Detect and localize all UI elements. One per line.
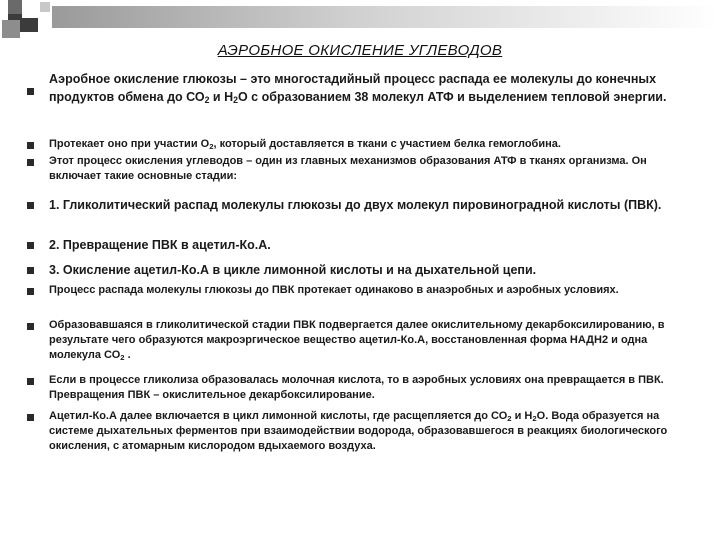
bullet-text: 1. Гликолитический распад молекулы глюкозы до двух молекул пировиноградной кислоты (ПВК). bbox=[49, 198, 662, 212]
bullet-text: Этот процесс окисления углеводов – один из главных механизмов образования АТФ в тканях организма. Он включает такие основные стадии: bbox=[49, 155, 647, 182]
slide-title: АЭРОБНОЕ ОКИСЛЕНИЕ УГЛЕВОДОВ bbox=[217, 42, 503, 59]
bullet-marker bbox=[27, 323, 34, 330]
bullet-text: Протекает оно при участии $О_2$, который доставляется в ткани с участием белка гемоглобина. bbox=[49, 138, 561, 151]
decor-square bbox=[40, 2, 50, 12]
header-gradient-bar bbox=[52, 6, 718, 28]
bullet-marker bbox=[27, 159, 34, 166]
bullet-text: Образовавшаяся в гликолитической стадии ПВК подвергается далее окислительному декарбоксилированию, в результате чего образуются макроэргическое вещество ацетил-Ко.А, восстановленная форма НАДН2 и одна молекула $СО_2$ . bbox=[49, 319, 665, 362]
bullet-marker bbox=[27, 202, 34, 209]
bullet-text: 2. Превращение ПВК в ацетил-Ко.А. bbox=[49, 238, 271, 252]
bullet-text: Процесс распада молекулы глюкозы до ПВК протекает одинаково в анаэробных и аэробных условиях. bbox=[49, 284, 619, 296]
decor-square bbox=[22, 2, 38, 18]
bullet-marker bbox=[27, 88, 34, 95]
bullet-text: Если в процессе гликолиза образовалась молочная кислота, то в аэробных условиях она превращается в ПВК. Превращения ПВК – окислительное декарбоксилирование. bbox=[49, 374, 664, 401]
bullet-text: Аэробное окисление глюкозы – это многостадийный процесс распада ее молекулы до конечных продуктов обмена до $СО_2$ и $Н_2О$ с образованием 38 молекул АТФ и выделением тепловой энергии. bbox=[49, 72, 667, 106]
decor-square bbox=[8, 0, 22, 14]
bullet-marker bbox=[27, 378, 34, 385]
bullet-marker bbox=[27, 242, 34, 249]
bullet-marker bbox=[27, 414, 34, 421]
bullet-marker bbox=[27, 288, 34, 295]
decor-square bbox=[2, 20, 20, 38]
bullet-marker bbox=[27, 142, 34, 149]
bullet-text: 3. Окисление ацетил-Ко.А в цикле лимонной кислоты и на дыхательной цепи. bbox=[49, 263, 537, 277]
bullet-marker bbox=[27, 267, 34, 274]
bullet-text: Ацетил-Ко.А далее включается в цикл лимонной кислоты, где расщепляется до $СО_2$ и $Н_2О$. Вода образуется на системе дыхательных ферментов при взаимодействии водорода, образовавшегося в реакциях биологического окисления, с атомарным кислородом вдыхаемого воздуха. bbox=[49, 410, 668, 452]
